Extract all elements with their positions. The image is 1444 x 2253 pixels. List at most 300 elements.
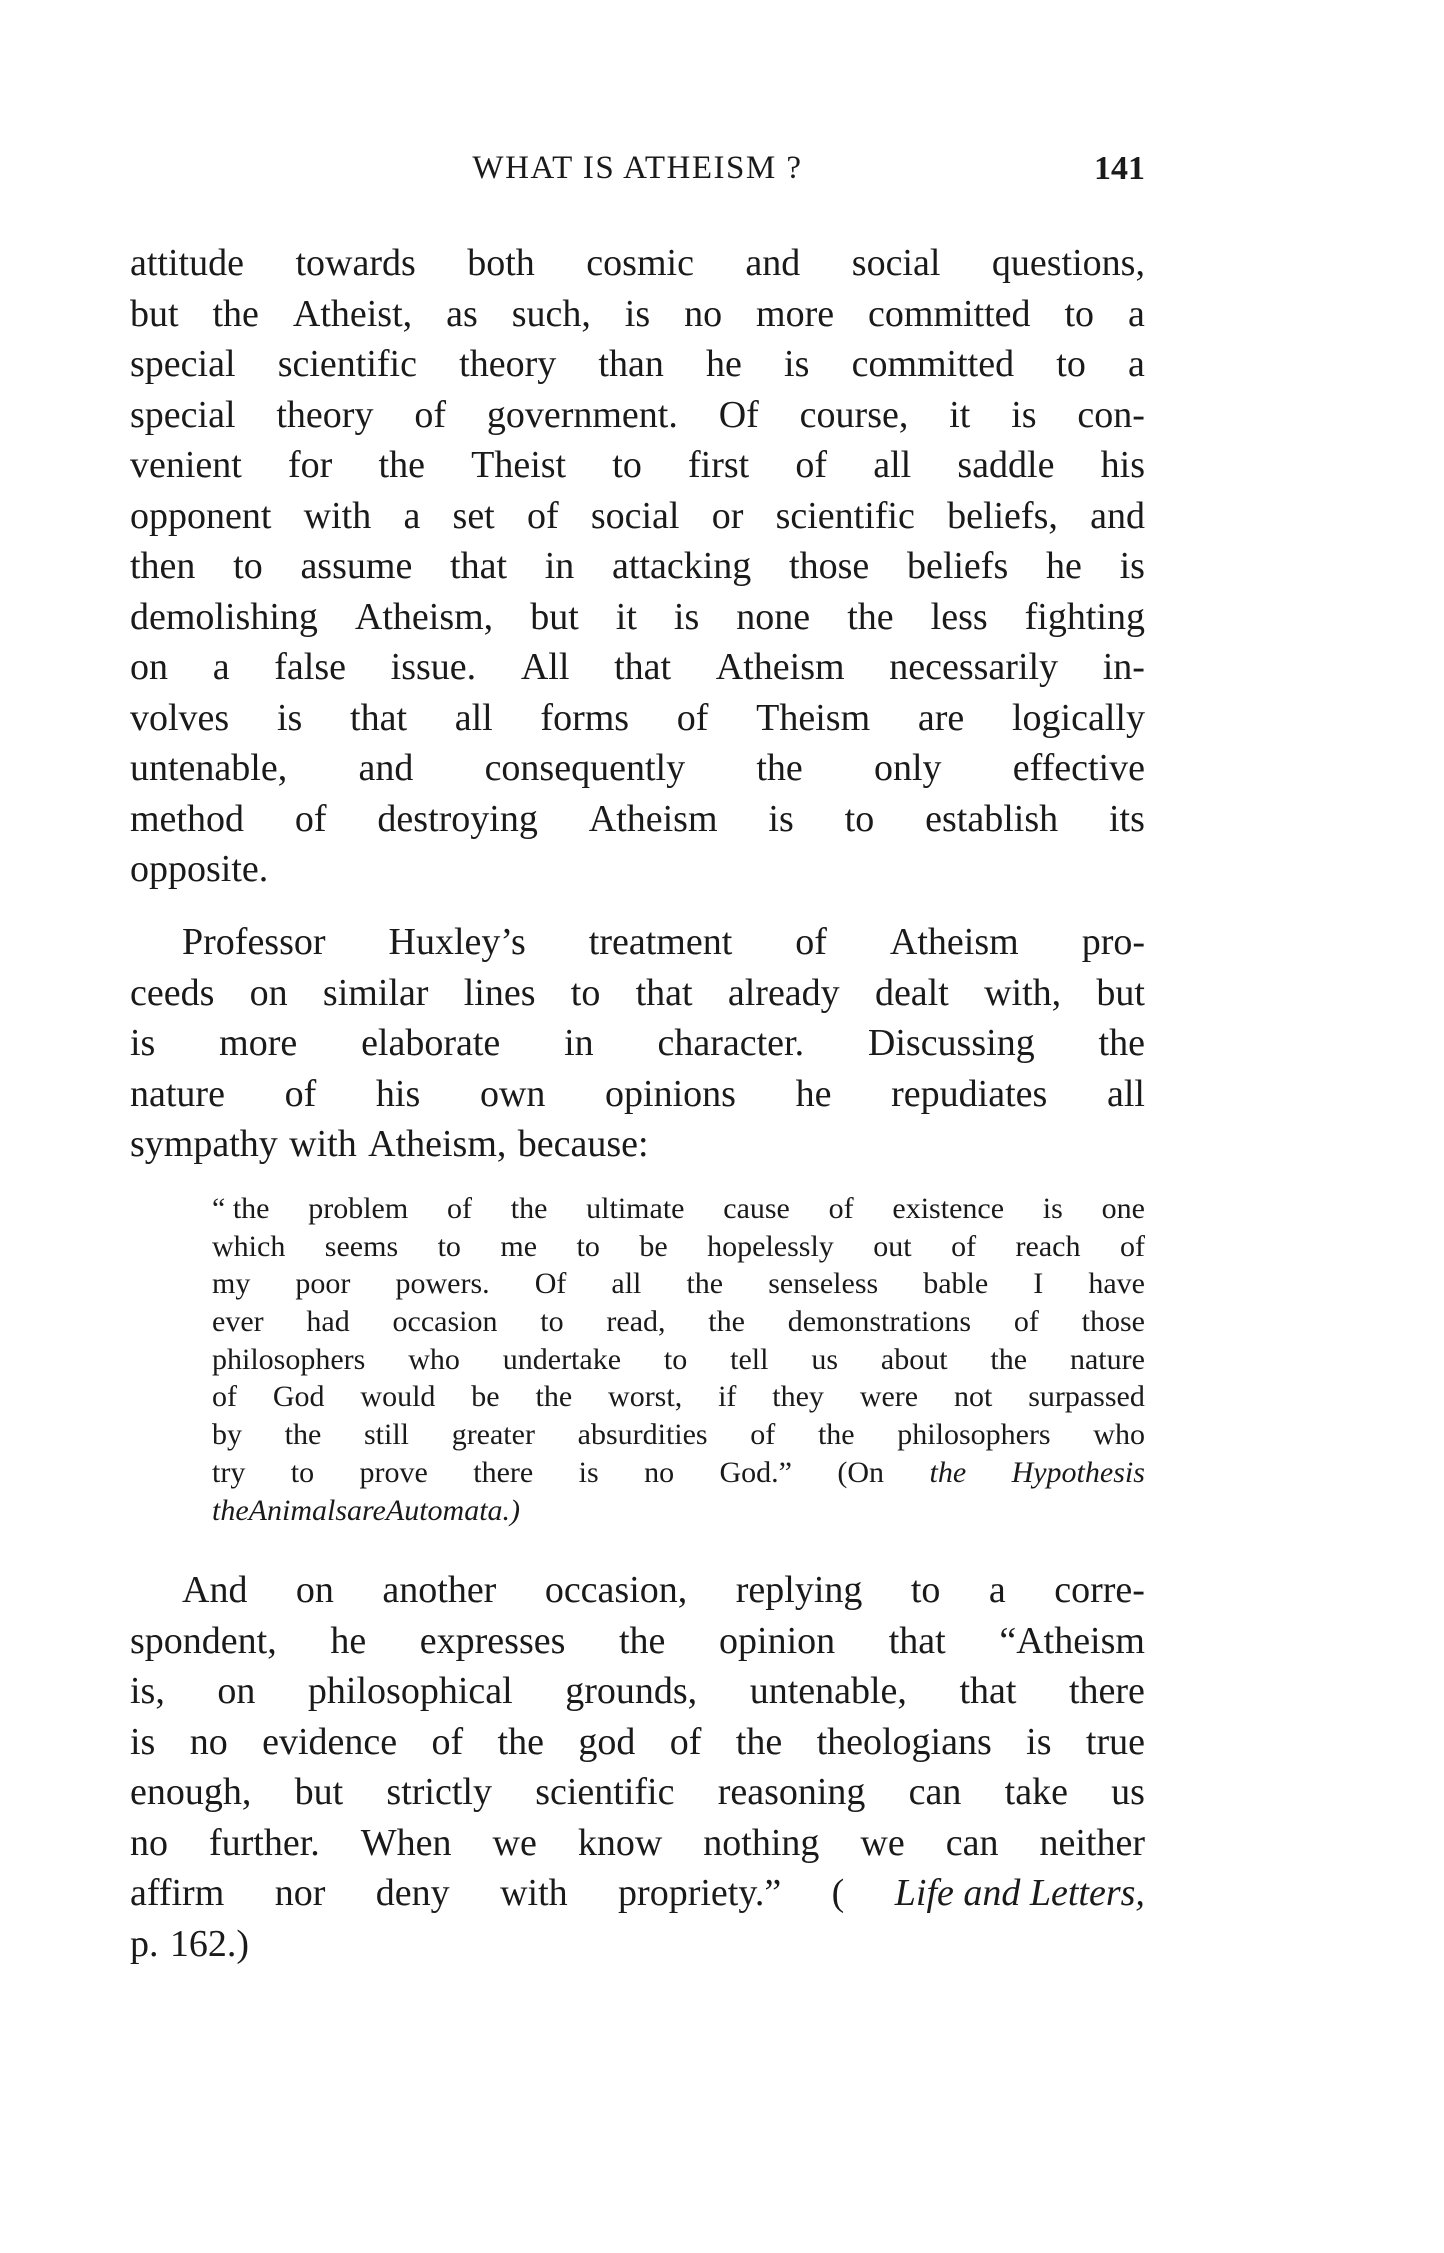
word: opposite. [130, 848, 269, 890]
text-line [130, 693, 1145, 744]
word: to [1056, 343, 1086, 385]
word: enough, [130, 1771, 252, 1813]
word: a [1128, 292, 1145, 335]
text-line [212, 1416, 1145, 1454]
word: is, [130, 1670, 165, 1712]
text-line [130, 1717, 1145, 1768]
word: Atheism [588, 797, 718, 840]
word: of [284, 1072, 317, 1115]
text-line [130, 1018, 1145, 1069]
word: would [360, 1380, 436, 1414]
word: committed [868, 292, 1031, 335]
word: beliefs [906, 545, 1009, 587]
word: that [614, 646, 672, 688]
word: opponent [130, 494, 272, 537]
text-line [130, 491, 1145, 542]
word: Hypothesis [1011, 1455, 1145, 1489]
text-line [130, 1565, 1145, 1616]
word: and [358, 747, 414, 789]
word: then [130, 545, 196, 587]
text-line [212, 1341, 1145, 1379]
word: all [1106, 1072, 1145, 1115]
word: hopelessly [707, 1229, 834, 1263]
text-line [212, 1265, 1145, 1303]
word: can [945, 1821, 999, 1864]
word: the [929, 1455, 967, 1489]
word: read, [606, 1305, 666, 1339]
word: to [437, 1229, 461, 1263]
word: to [290, 1455, 315, 1489]
word: scientific [775, 494, 915, 537]
word: is [578, 1455, 599, 1489]
word: to [233, 545, 263, 587]
word: he [1045, 545, 1082, 587]
text-line [130, 642, 1145, 693]
word: but [130, 292, 179, 335]
word: untenable, [130, 747, 288, 789]
text-line [130, 1616, 1145, 1667]
word: know [577, 1821, 663, 1864]
word: more [219, 1022, 298, 1064]
word: of [414, 393, 446, 436]
word: true [1085, 1720, 1145, 1763]
text-line [212, 1190, 1145, 1228]
word: Theism [756, 696, 871, 739]
word: but [530, 595, 579, 638]
word: is [130, 1022, 156, 1064]
word: corre- [1054, 1569, 1145, 1611]
word: but [294, 1771, 344, 1813]
word: strictly [386, 1771, 492, 1813]
word: When [360, 1821, 452, 1864]
word: my [212, 1267, 251, 1301]
word: his [1100, 444, 1145, 486]
word: on [130, 646, 168, 688]
word: cosmic [586, 242, 694, 284]
word: god [578, 1720, 636, 1763]
word: no [644, 1455, 675, 1489]
word: Atheism, [368, 1123, 507, 1165]
word: course, [799, 393, 909, 436]
word: is [1042, 1192, 1063, 1225]
word: necessarily [889, 646, 1059, 688]
word: character. [657, 1022, 805, 1064]
word: Automata.) [385, 1493, 521, 1527]
word: destroying [377, 797, 538, 840]
text-line [130, 1069, 1145, 1120]
word: pro- [1081, 921, 1145, 963]
word: nothing [703, 1821, 820, 1864]
word: of [1119, 1229, 1145, 1263]
word: less [930, 595, 988, 638]
word: of [526, 494, 559, 537]
word: occasion [392, 1305, 498, 1339]
word: it [949, 393, 971, 436]
word: neither [1039, 1821, 1145, 1864]
word: tell [730, 1342, 769, 1376]
word: to [663, 1342, 688, 1376]
word: the [497, 1720, 544, 1763]
word: surpassed [1028, 1380, 1145, 1414]
word: special [130, 343, 236, 385]
paragraph-3 [130, 1565, 1145, 1969]
word: Of [534, 1267, 567, 1301]
word: both [467, 242, 535, 284]
text-line [212, 1454, 1145, 1492]
word: demolishing [130, 595, 318, 638]
word: the [510, 1192, 548, 1225]
text-line [130, 289, 1145, 340]
text-line [130, 743, 1145, 794]
word: on [249, 971, 288, 1014]
word: of [669, 1720, 702, 1763]
word: demonstrations [787, 1305, 972, 1339]
word: seems [324, 1229, 399, 1263]
word: establish [925, 797, 1059, 840]
word: on [217, 1670, 256, 1712]
word: untenable, [749, 1670, 907, 1712]
block-quote [212, 1190, 1145, 1529]
word: problem [308, 1192, 409, 1225]
word: theory [459, 343, 557, 385]
word: one [1101, 1192, 1145, 1225]
word: propriety.” [618, 1872, 782, 1914]
word: no [189, 1720, 228, 1763]
word: only [873, 747, 942, 789]
word: are [347, 1493, 386, 1527]
word: scientific [277, 343, 417, 385]
word: cause [723, 1192, 790, 1225]
word: evidence [262, 1720, 398, 1763]
word: to [540, 1305, 564, 1339]
word: we [492, 1821, 537, 1864]
running-head [130, 150, 1145, 200]
word: further. [209, 1821, 320, 1864]
word: forms [540, 696, 630, 739]
word: nature [1069, 1342, 1145, 1376]
word: who [1093, 1418, 1145, 1452]
word: which [212, 1229, 286, 1263]
word: with [500, 1872, 568, 1914]
word: a [403, 494, 421, 537]
word: Huxley’s [388, 921, 526, 963]
word: of [431, 1720, 464, 1763]
word: a [1128, 343, 1145, 385]
word: the [619, 1619, 666, 1662]
word: greater [451, 1418, 535, 1452]
word: there [473, 1455, 534, 1489]
word: a [212, 646, 230, 688]
word: to [910, 1569, 941, 1611]
word: is [1026, 1720, 1052, 1763]
word: be [639, 1229, 668, 1263]
word: of [750, 1418, 776, 1452]
word: method [130, 797, 244, 840]
text-line [130, 390, 1145, 441]
word: to [1064, 292, 1095, 335]
word: had [306, 1305, 350, 1339]
word: towards [295, 242, 416, 284]
word: Discussing [867, 1022, 1035, 1064]
word: of [446, 1192, 472, 1225]
word: bable [923, 1267, 989, 1301]
word: all [611, 1267, 642, 1301]
word: but [1096, 971, 1145, 1014]
word: that [450, 545, 508, 587]
text-line [130, 917, 1145, 968]
word: the [212, 1493, 249, 1527]
word: I [1033, 1267, 1044, 1301]
word: effective [1012, 747, 1145, 789]
word: a [988, 1569, 1006, 1611]
word: still [364, 1418, 410, 1452]
word: God.” [719, 1455, 792, 1489]
word: own [479, 1072, 546, 1115]
word: scientific [535, 1771, 675, 1813]
word: than [598, 343, 664, 385]
word: 162.) [169, 1922, 250, 1965]
word: “ the [212, 1192, 270, 1225]
word: there [1068, 1670, 1145, 1712]
text-line [130, 1919, 1145, 1970]
word: lines [463, 971, 536, 1014]
word: the [1098, 1022, 1145, 1064]
word: the [817, 1418, 855, 1452]
word: the [212, 292, 259, 335]
word: can [908, 1771, 962, 1813]
word: philosophers [897, 1418, 1051, 1452]
word: is [1011, 393, 1037, 436]
word: another [382, 1569, 497, 1611]
word: such, [511, 292, 591, 335]
word: of [951, 1229, 977, 1263]
word: out [873, 1229, 912, 1263]
word: logically [1011, 696, 1145, 739]
word: attitude [130, 242, 244, 284]
word: opinions [605, 1072, 736, 1115]
word: of [676, 696, 709, 739]
word: theologians [816, 1720, 992, 1763]
word: dealt [874, 971, 949, 1014]
word: because: [517, 1123, 649, 1165]
word: and [745, 242, 801, 284]
word: are [917, 696, 965, 739]
word: as [446, 292, 478, 335]
word: for [288, 444, 333, 486]
word: Life and Letters, [894, 1872, 1145, 1914]
word: those [1081, 1305, 1145, 1339]
text-line [130, 1767, 1145, 1818]
word: nor [274, 1872, 326, 1914]
word: on [295, 1569, 334, 1611]
word: all [454, 696, 493, 739]
word: have [1088, 1267, 1145, 1301]
word: theory [276, 393, 374, 436]
text-line [130, 1818, 1145, 1869]
word: prove [359, 1455, 428, 1489]
word: were [859, 1380, 919, 1414]
word: the [535, 1380, 573, 1414]
word: And [182, 1569, 248, 1611]
word: his [375, 1072, 421, 1115]
word: not [953, 1380, 993, 1414]
paragraph-1 [130, 238, 1145, 895]
word: first [688, 444, 750, 486]
word: in [544, 545, 575, 587]
word: no [684, 292, 723, 335]
word: deny [375, 1872, 450, 1914]
word: ultimate [586, 1192, 685, 1225]
word: to [576, 1229, 600, 1263]
text-line [130, 1868, 1145, 1919]
word: of [212, 1380, 237, 1414]
text-line [130, 541, 1145, 592]
word: that [350, 696, 407, 739]
word: set [452, 494, 495, 537]
word: attacking [612, 545, 752, 587]
word: us [1111, 1771, 1145, 1813]
word: absurdities [577, 1418, 708, 1452]
word: is [784, 343, 810, 385]
word: social [851, 242, 941, 284]
word: government. [486, 393, 678, 436]
word: Atheist, [292, 292, 413, 335]
word: treatment [588, 921, 733, 963]
word: we [860, 1821, 905, 1864]
word: consequently [484, 747, 686, 789]
word: of [294, 797, 327, 840]
word: with, [984, 971, 1062, 1014]
word: affirm [130, 1872, 225, 1914]
word: replying [735, 1569, 863, 1611]
text-line [212, 1378, 1145, 1416]
word: (On [837, 1455, 885, 1489]
word: social [590, 494, 680, 537]
word: that [635, 971, 693, 1014]
word: false [274, 646, 346, 688]
word: is [276, 696, 303, 739]
word: those [789, 545, 870, 587]
page-number: 141 [1094, 150, 1145, 187]
word: about [880, 1342, 948, 1376]
word: the [847, 595, 894, 638]
word: Professor [182, 921, 326, 963]
word: beliefs, [947, 494, 1058, 537]
word: its [1109, 797, 1145, 840]
word: by [212, 1418, 242, 1452]
text-line [130, 339, 1145, 390]
word: nature [130, 1072, 225, 1115]
word: reach [1015, 1229, 1081, 1263]
word: assume [300, 545, 413, 587]
word: grounds, [565, 1670, 698, 1712]
word: Atheism [715, 646, 845, 688]
word: is [768, 797, 794, 840]
word: to [612, 444, 642, 486]
word: questions, [991, 242, 1145, 284]
word: that [888, 1619, 946, 1662]
word: existence [892, 1192, 1005, 1225]
word: none [736, 595, 811, 638]
word: be [471, 1380, 500, 1414]
word: the [284, 1418, 322, 1452]
word: take [1004, 1771, 1068, 1813]
word: ( [831, 1872, 845, 1914]
word: worst, [608, 1380, 683, 1414]
word: already [727, 971, 840, 1014]
word: spondent, [130, 1619, 277, 1662]
word: the [735, 1720, 783, 1763]
word: ceeds [130, 971, 215, 1014]
word: volves [130, 696, 230, 739]
word: fighting [1024, 595, 1145, 638]
word: con- [1077, 393, 1145, 436]
word: opinion [719, 1619, 836, 1662]
text-line [130, 440, 1145, 491]
word: sympathy [130, 1123, 278, 1165]
word: issue. [390, 646, 477, 688]
word: if [718, 1380, 737, 1414]
word: to [844, 797, 875, 840]
word: Theist [471, 444, 567, 486]
word: “Atheism [999, 1619, 1145, 1662]
word: Atheism [889, 921, 1019, 963]
word: saddle [957, 444, 1055, 486]
word: no [130, 1821, 168, 1864]
word: expresses [419, 1619, 566, 1662]
word: special [130, 393, 236, 436]
word: of [1013, 1305, 1039, 1339]
text-line [130, 1119, 1145, 1170]
word: similar [322, 971, 429, 1014]
word: venient [130, 444, 242, 486]
word: committed [851, 343, 1015, 385]
text-line [130, 794, 1145, 845]
text-line [130, 844, 1145, 895]
word: they [772, 1380, 824, 1414]
word: philosophers [212, 1342, 366, 1376]
paragraph-2 [130, 917, 1145, 1170]
word: and [1090, 494, 1145, 537]
text-line [212, 1228, 1145, 1266]
word: occasion, [544, 1569, 688, 1611]
word: is [624, 292, 651, 335]
word: repudiates [891, 1072, 1048, 1115]
word: God [272, 1380, 325, 1414]
word: all [873, 444, 912, 486]
word: the [756, 747, 803, 789]
word: more [756, 292, 835, 335]
word: that [959, 1670, 1017, 1712]
word: ever [212, 1305, 264, 1339]
word: in- [1102, 646, 1145, 688]
word: he [706, 343, 742, 385]
running-title: WHAT IS ATHEISM ? [472, 150, 803, 186]
word: the [708, 1305, 745, 1339]
word: us [811, 1342, 839, 1376]
word: Animals [248, 1493, 347, 1527]
word: or [711, 494, 744, 537]
word: undertake [502, 1342, 622, 1376]
word: try [212, 1455, 246, 1489]
word: powers. [395, 1267, 490, 1301]
word: reasoning [717, 1771, 866, 1813]
word: with [289, 1123, 357, 1165]
text-line [212, 1492, 1145, 1530]
word: who [408, 1342, 460, 1376]
word: Atheism, [354, 595, 494, 638]
text-line [130, 1666, 1145, 1717]
